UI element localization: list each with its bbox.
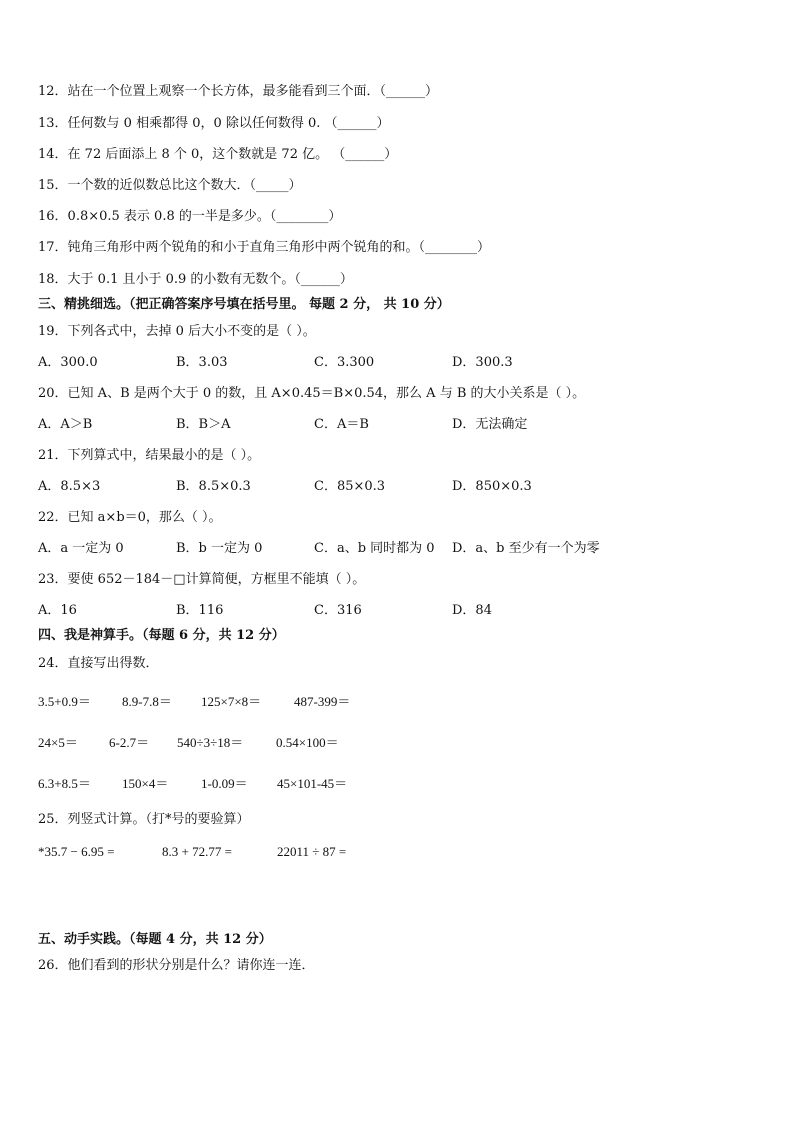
- question-24: 24．直接写出得数．: [38, 656, 159, 671]
- question-15: 15．一个数的近似数总比这个数大．（_____）: [38, 178, 302, 193]
- q20-option-c: C．A＝B: [314, 417, 369, 432]
- q19-option-a: A．300.0: [38, 355, 98, 370]
- q22-option-c: C．a、b 同时都为 0: [314, 541, 435, 556]
- calc-1-2: 8.9-7.8＝: [122, 694, 172, 709]
- calc-1-4: 487-399＝: [294, 694, 351, 709]
- vertical-calc-1: *35.7 − 6.95 =: [38, 844, 115, 859]
- question-12: 12．站在一个位置上观察一个长方体，最多能看到三个面．（______）: [38, 84, 439, 99]
- q19-option-d: D．300.3: [452, 355, 513, 370]
- q22-option-a: A．a 一定为 0: [38, 541, 124, 556]
- calc-3-1: 6.3+8.5＝: [38, 776, 91, 791]
- q22-option-d: D．a、b 至少有一个为零: [452, 541, 600, 556]
- question-13: 13．任何数与 0 相乘都得 0，0 除以任何数得 0. （______）: [38, 116, 390, 131]
- q21-option-a: A．8.5×3: [38, 479, 101, 494]
- question-26: 26．他们看到的形状分别是什么？请你连一连．: [38, 958, 315, 973]
- section-5-title: 五、动手实践。（每题 4 分，共 12 分）: [38, 932, 272, 947]
- q19-option-b: B．3.03: [176, 355, 228, 370]
- vertical-calc-3: 22011 ÷ 87 =: [277, 844, 347, 859]
- q21-option-c: C．85×0.3: [314, 479, 386, 494]
- calc-2-3: 540÷3÷18＝: [177, 735, 244, 750]
- question-14: 14．在 72 后面添上 8 个 0，这个数就是 72 亿。 （______）: [38, 147, 398, 162]
- question-16: 16．0.8×0.5 表示 0.8 的一半是多少。（________）: [38, 209, 342, 224]
- question-17: 17．钝角三角形中两个锐角的和小于直角三角形中两个锐角的和。（________）: [38, 240, 491, 255]
- section-3-title: 三、精挑细选。（把正确答案序号填在括号里。 每题 2 分， 共 10 分）: [38, 297, 450, 312]
- q19-option-c: C．3.300: [314, 355, 375, 370]
- section-4-title: 四、我是神算手。（每题 6 分，共 12 分）: [38, 628, 285, 643]
- question-22: 22．已知 a×b＝0，那么（ ）。: [38, 510, 222, 525]
- q21-option-b: B．8.5×0.3: [176, 479, 251, 494]
- q23-option-b: B．116: [176, 603, 224, 618]
- question-19: 19．下列各式中，去掉 0 后大小不变的是（ ）。: [38, 324, 316, 339]
- question-20: 20．已知 A、B 是两个大于 0 的数，且 A×0.45＝B×0.54，那么 A 与 B 的大小关系是（ ）。: [38, 386, 586, 401]
- q23-option-c: C．316: [314, 603, 362, 618]
- q20-option-d: D．无法确定: [452, 417, 528, 432]
- q20-option-a: A．A＞B: [38, 417, 93, 432]
- q21-option-d: D．850×0.3: [452, 479, 532, 494]
- question-23: 23．要使 652－184－□计算简便，方框里不能填（ ）。: [38, 572, 366, 587]
- vertical-calc-2: 8.3 + 72.77 =: [162, 844, 232, 859]
- calc-1-1: 3.5+0.9＝: [38, 694, 91, 709]
- q20-option-b: B．B＞A: [176, 417, 231, 432]
- calc-3-4: 45×101-45＝: [277, 776, 348, 791]
- question-21: 21．下列算式中，结果最小的是（ ）。: [38, 448, 261, 463]
- question-18: 18．大于 0.1 且小于 0.9 的小数有无数个。（______）: [38, 272, 353, 287]
- calc-3-2: 150×4＝: [122, 776, 169, 791]
- calc-2-1: 24×5＝: [38, 735, 78, 750]
- q23-option-a: A．16: [38, 603, 77, 618]
- q23-option-d: D．84: [452, 603, 492, 618]
- q22-option-b: B．b 一定为 0: [176, 541, 263, 556]
- calc-2-2: 6-2.7＝: [109, 735, 150, 750]
- calc-1-3: 125×7×8＝: [201, 694, 262, 709]
- question-25: 25．列竖式计算。（打*号的要验算）: [38, 812, 250, 827]
- calc-2-4: 0.54×100＝: [276, 735, 339, 750]
- calc-3-3: 1-0.09＝: [201, 776, 248, 791]
